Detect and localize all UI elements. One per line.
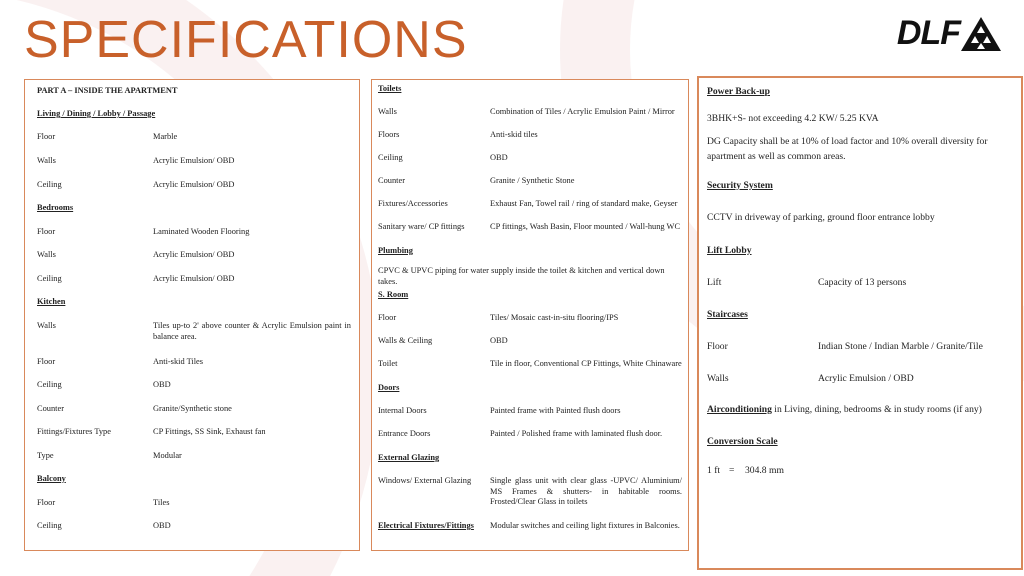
spec-row xyxy=(378,313,682,336)
spec-row xyxy=(37,180,351,203)
spec-row xyxy=(378,107,682,130)
spec-row xyxy=(378,130,682,153)
spec-row xyxy=(37,357,351,380)
section-heading-conversion-scale: Conversion Scale xyxy=(707,436,778,447)
spec-row xyxy=(37,380,351,404)
spec-row xyxy=(37,451,351,474)
spec-key: Windows/ External Glazing xyxy=(378,476,472,485)
logo-text: DLF xyxy=(896,14,960,52)
spec-value: Tiles up-to 2' above counter & Acrylic Emulsion paint in balance area. xyxy=(153,321,351,341)
spec-key: Fittings/Fixtures Type xyxy=(37,427,111,436)
spec-row xyxy=(37,156,351,180)
conversion-value: 304.8 mm xyxy=(745,465,784,476)
spec-row xyxy=(37,427,351,451)
security-text: CCTV in driveway of parking, ground floor entrance lobby xyxy=(707,212,935,223)
spec-value: Modular xyxy=(153,451,182,460)
spec-key: Floor xyxy=(37,357,56,366)
spec-value: Painted frame with Painted flush doors xyxy=(490,406,621,415)
spec-row xyxy=(37,521,351,541)
spec-value: OBD xyxy=(153,380,171,389)
spec-value: Acrylic Emulsion/ OBD xyxy=(153,180,235,189)
section-heading-s-room: S. Room xyxy=(378,290,409,299)
panel-heading: PART A – INSIDE THE APARTMENT xyxy=(37,86,178,95)
spec-key: Floor xyxy=(37,227,56,236)
spec-key: Walls xyxy=(37,156,56,165)
spec-value: Capacity of 13 persons xyxy=(818,277,907,288)
section-heading-plumbing: Plumbing xyxy=(378,246,413,255)
section-heading-airconditioning: Airconditioning xyxy=(707,404,772,415)
spec-key: Floor xyxy=(37,498,56,507)
spec-value: Acrylic Emulsion/ OBD xyxy=(153,156,235,165)
spec-key: Lift xyxy=(707,277,722,288)
spec-value: CP fittings, Wash Basin, Floor mounted / Wall-hung WC xyxy=(490,222,681,231)
spec-key: Walls xyxy=(378,107,397,116)
conversion-unit: 1 ft xyxy=(707,465,721,476)
spec-key: Walls & Ceiling xyxy=(378,336,433,345)
spec-value: Exhaust Fan, Towel rail / ring of standard make, Geyser xyxy=(490,199,678,208)
section-heading-power-backup: Power Back-up xyxy=(707,86,770,97)
spec-value: Painted / Polished frame with laminated flush door. xyxy=(490,429,663,438)
section-heading-external-glazing: External Glazing xyxy=(378,453,440,462)
spec-value: Tiles xyxy=(153,498,170,507)
spec-row xyxy=(707,277,1013,309)
section-heading-bedrooms: Bedrooms xyxy=(37,203,74,212)
conversion-row xyxy=(707,465,1013,485)
spec-value: Laminated Wooden Flooring xyxy=(153,227,250,236)
section-heading-staircases: Staircases xyxy=(707,309,748,320)
power-backup-capacity: 3BHK+S- not exceeding 4.2 KW/ 5.25 KVA xyxy=(707,113,879,124)
spec-value: Tiles/ Mosaic cast-in-situ flooring/IPS xyxy=(490,313,619,322)
dg-capacity-text: DG Capacity shall be at 10% of load factor and 10% overall diversity for apartment as well as common areas. xyxy=(707,136,988,163)
airconditioning-line xyxy=(707,404,1013,436)
spec-row xyxy=(378,222,682,246)
section-heading-lift-lobby: Lift Lobby xyxy=(707,245,752,256)
section-heading-toilets: Toilets xyxy=(378,84,402,93)
spec-row xyxy=(378,176,682,199)
spec-key: Entrance Doors xyxy=(378,429,431,438)
spec-value: Anti-skid Tiles xyxy=(153,357,204,366)
spec-key: Floor xyxy=(378,313,397,322)
spec-value: Acrylic Emulsion/ OBD xyxy=(153,274,235,283)
spec-key: Type xyxy=(37,451,54,460)
spec-panel-inside-apartment xyxy=(24,79,360,551)
spec-key: Walls xyxy=(37,250,56,259)
spec-row xyxy=(37,321,351,357)
spec-value: OBD xyxy=(490,336,508,345)
spec-value: Acrylic Emulsion / OBD xyxy=(818,373,914,384)
spec-key: Toilet xyxy=(378,359,398,368)
spec-value: OBD xyxy=(153,521,171,530)
spec-row xyxy=(378,153,682,176)
spec-key: Ceiling xyxy=(37,521,62,530)
spec-value: OBD xyxy=(490,153,508,162)
spec-panel-common-services xyxy=(697,76,1023,570)
spec-row xyxy=(378,406,682,429)
spec-key: Fixtures/Accessories xyxy=(378,199,448,208)
spec-key: Ceiling xyxy=(37,180,62,189)
spec-value: Tile in floor, Conventional CP Fittings, White Chinaware xyxy=(490,359,682,368)
spec-key: Sanitary ware/ CP fittings xyxy=(378,222,465,231)
spec-value: CP Fittings, SS Sink, Exhaust fan xyxy=(153,427,266,436)
airconditioning-text: in Living, dining, bedrooms & in study rooms (if any) xyxy=(771,404,982,415)
spec-row xyxy=(37,274,351,297)
spec-row xyxy=(378,359,682,383)
spec-row xyxy=(37,404,351,427)
spec-key: Ceiling xyxy=(37,380,62,389)
section-heading-balcony: Balcony xyxy=(37,474,66,483)
spec-key: Floors xyxy=(378,130,400,139)
spec-row xyxy=(707,373,1013,404)
spec-row xyxy=(37,227,351,250)
spec-row xyxy=(378,476,682,521)
spec-panel-toilets-services xyxy=(371,79,689,551)
spec-key: Floor xyxy=(707,341,728,352)
spec-row xyxy=(378,336,682,359)
spec-value: Anti-skid tiles xyxy=(490,130,538,139)
spec-row xyxy=(707,341,1013,373)
brand-logo xyxy=(897,14,1002,52)
spec-row xyxy=(378,521,682,541)
spec-key: Walls xyxy=(707,373,729,384)
spec-value: Modular switches and ceiling light fixtures in Balconies. xyxy=(490,521,680,530)
spec-key: Counter xyxy=(37,404,64,413)
spec-key: Walls xyxy=(37,321,56,330)
spec-row xyxy=(378,199,682,222)
plumbing-text: CPVC & UPVC piping for water supply inside the toilet & kitchen and vertical down takes. xyxy=(378,266,665,286)
section-heading-doors: Doors xyxy=(378,383,400,392)
spec-value: Single glass unit with clear glass -UPVC/ Aluminium/ MS Frames & shutters- in habitable rooms. Frosted/Clear Glass in toilets xyxy=(490,476,682,506)
spec-row xyxy=(37,250,351,274)
spec-value: Granite/Synthetic stone xyxy=(153,404,232,413)
spec-key: Ceiling xyxy=(378,153,403,162)
spec-row xyxy=(378,429,682,453)
section-heading-living: Living / Dining / Lobby / Passage xyxy=(37,109,156,118)
spec-row xyxy=(37,132,351,156)
spec-value: Indian Stone / Indian Marble / Granite/Tile xyxy=(818,341,983,352)
spec-value: Combination of Tiles / Acrylic Emulsion Paint / Mirror xyxy=(490,107,675,116)
section-heading-kitchen: Kitchen xyxy=(37,297,66,306)
spec-value: Marble xyxy=(153,132,178,141)
spec-key: Ceiling xyxy=(37,274,62,283)
spec-key: Floor xyxy=(37,132,56,141)
spec-key: Internal Doors xyxy=(378,406,427,415)
spec-value: Granite / Synthetic Stone xyxy=(490,176,575,185)
spec-value: Acrylic Emulsion/ OBD xyxy=(153,250,235,259)
section-heading-electrical: Electrical Fixtures/Fittings xyxy=(378,521,474,530)
triangle-logo-icon xyxy=(960,16,1002,52)
spec-key: Counter xyxy=(378,176,405,185)
spec-row xyxy=(37,498,351,521)
page-title: SPECIFICATIONS xyxy=(24,11,468,69)
section-heading-security: Security System xyxy=(707,180,773,191)
conversion-equals: = xyxy=(729,465,735,476)
